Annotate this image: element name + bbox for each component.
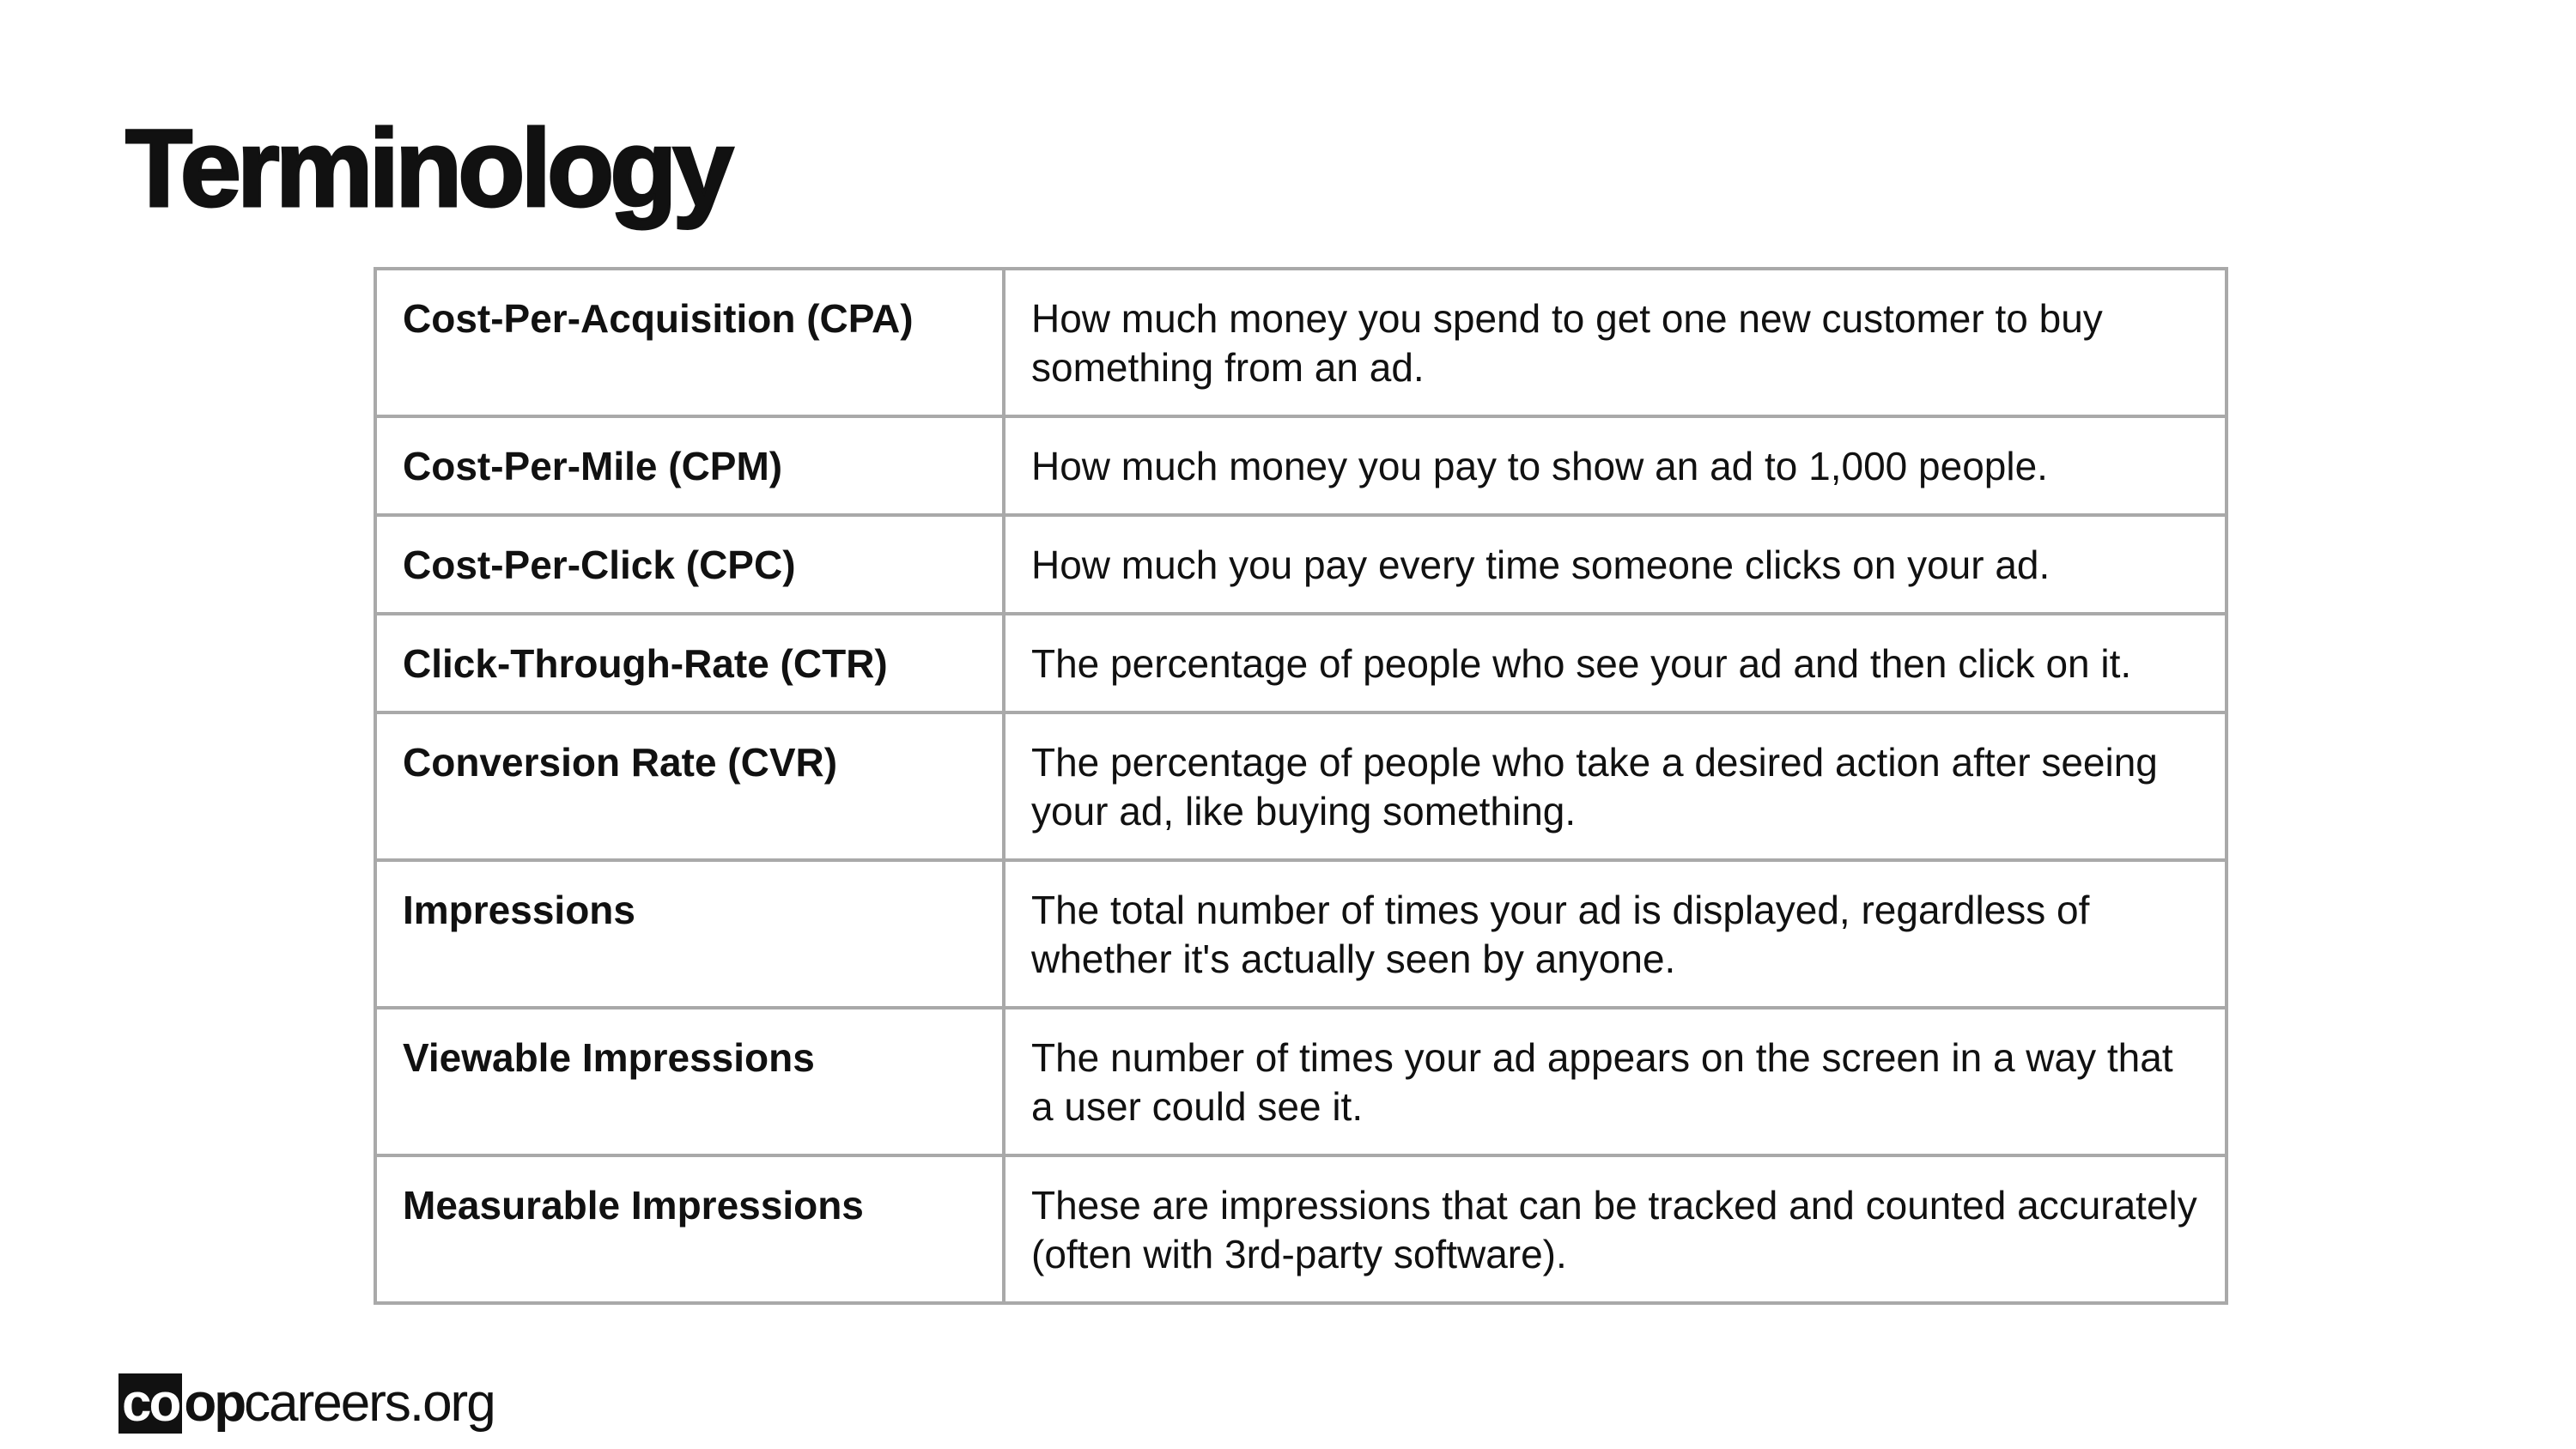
- table-row: [375, 416, 2227, 515]
- coopcareers-logo: [118, 1373, 495, 1434]
- term-cell: Impressions: [375, 860, 1004, 1008]
- definition-cell: These are impressions that can be tracked and counted accurately (often with 3rd-party software).: [1004, 1155, 2227, 1303]
- table-row: [375, 712, 2227, 860]
- table-row: [375, 1155, 2227, 1303]
- definition-cell: The percentage of people who take a desired action after seeing your ad, like buying something.: [1004, 712, 2227, 860]
- logo-wordmark: careers.org: [244, 1373, 495, 1433]
- definition-cell: The percentage of people who see your ad and then click on it.: [1004, 614, 2227, 712]
- definition-cell: The number of times your ad appears on the screen in a way that a user could see it.: [1004, 1008, 2227, 1155]
- table-row: [375, 860, 2227, 1008]
- term-cell: Measurable Impressions: [375, 1155, 1004, 1303]
- term-cell: Cost-Per-Acquisition (CPA): [375, 269, 1004, 416]
- table-row: [375, 269, 2227, 416]
- table-row: [375, 614, 2227, 712]
- terminology-table: [374, 267, 2228, 1305]
- definition-cell: How much money you spend to get one new customer to buy something from an ad.: [1004, 269, 2227, 416]
- term-cell: Cost-Per-Mile (CPM): [375, 416, 1004, 515]
- page-title: Terminology: [125, 107, 730, 230]
- definition-cell: The total number of times your ad is displayed, regardless of whether it's actually seen by anyone.: [1004, 860, 2227, 1008]
- definition-cell: How much you pay every time someone clicks on your ad.: [1004, 515, 2227, 614]
- term-cell: Cost-Per-Click (CPC): [375, 515, 1004, 614]
- term-cell: Conversion Rate (CVR): [375, 712, 1004, 860]
- term-cell: Click-Through-Rate (CTR): [375, 614, 1004, 712]
- table-row: [375, 515, 2227, 614]
- table-row: [375, 1008, 2227, 1155]
- logo-mark-op: op: [184, 1373, 245, 1433]
- term-cell: Viewable Impressions: [375, 1008, 1004, 1155]
- logo-mark-co: co: [118, 1373, 182, 1434]
- definition-cell: How much money you pay to show an ad to 1,000 people.: [1004, 416, 2227, 515]
